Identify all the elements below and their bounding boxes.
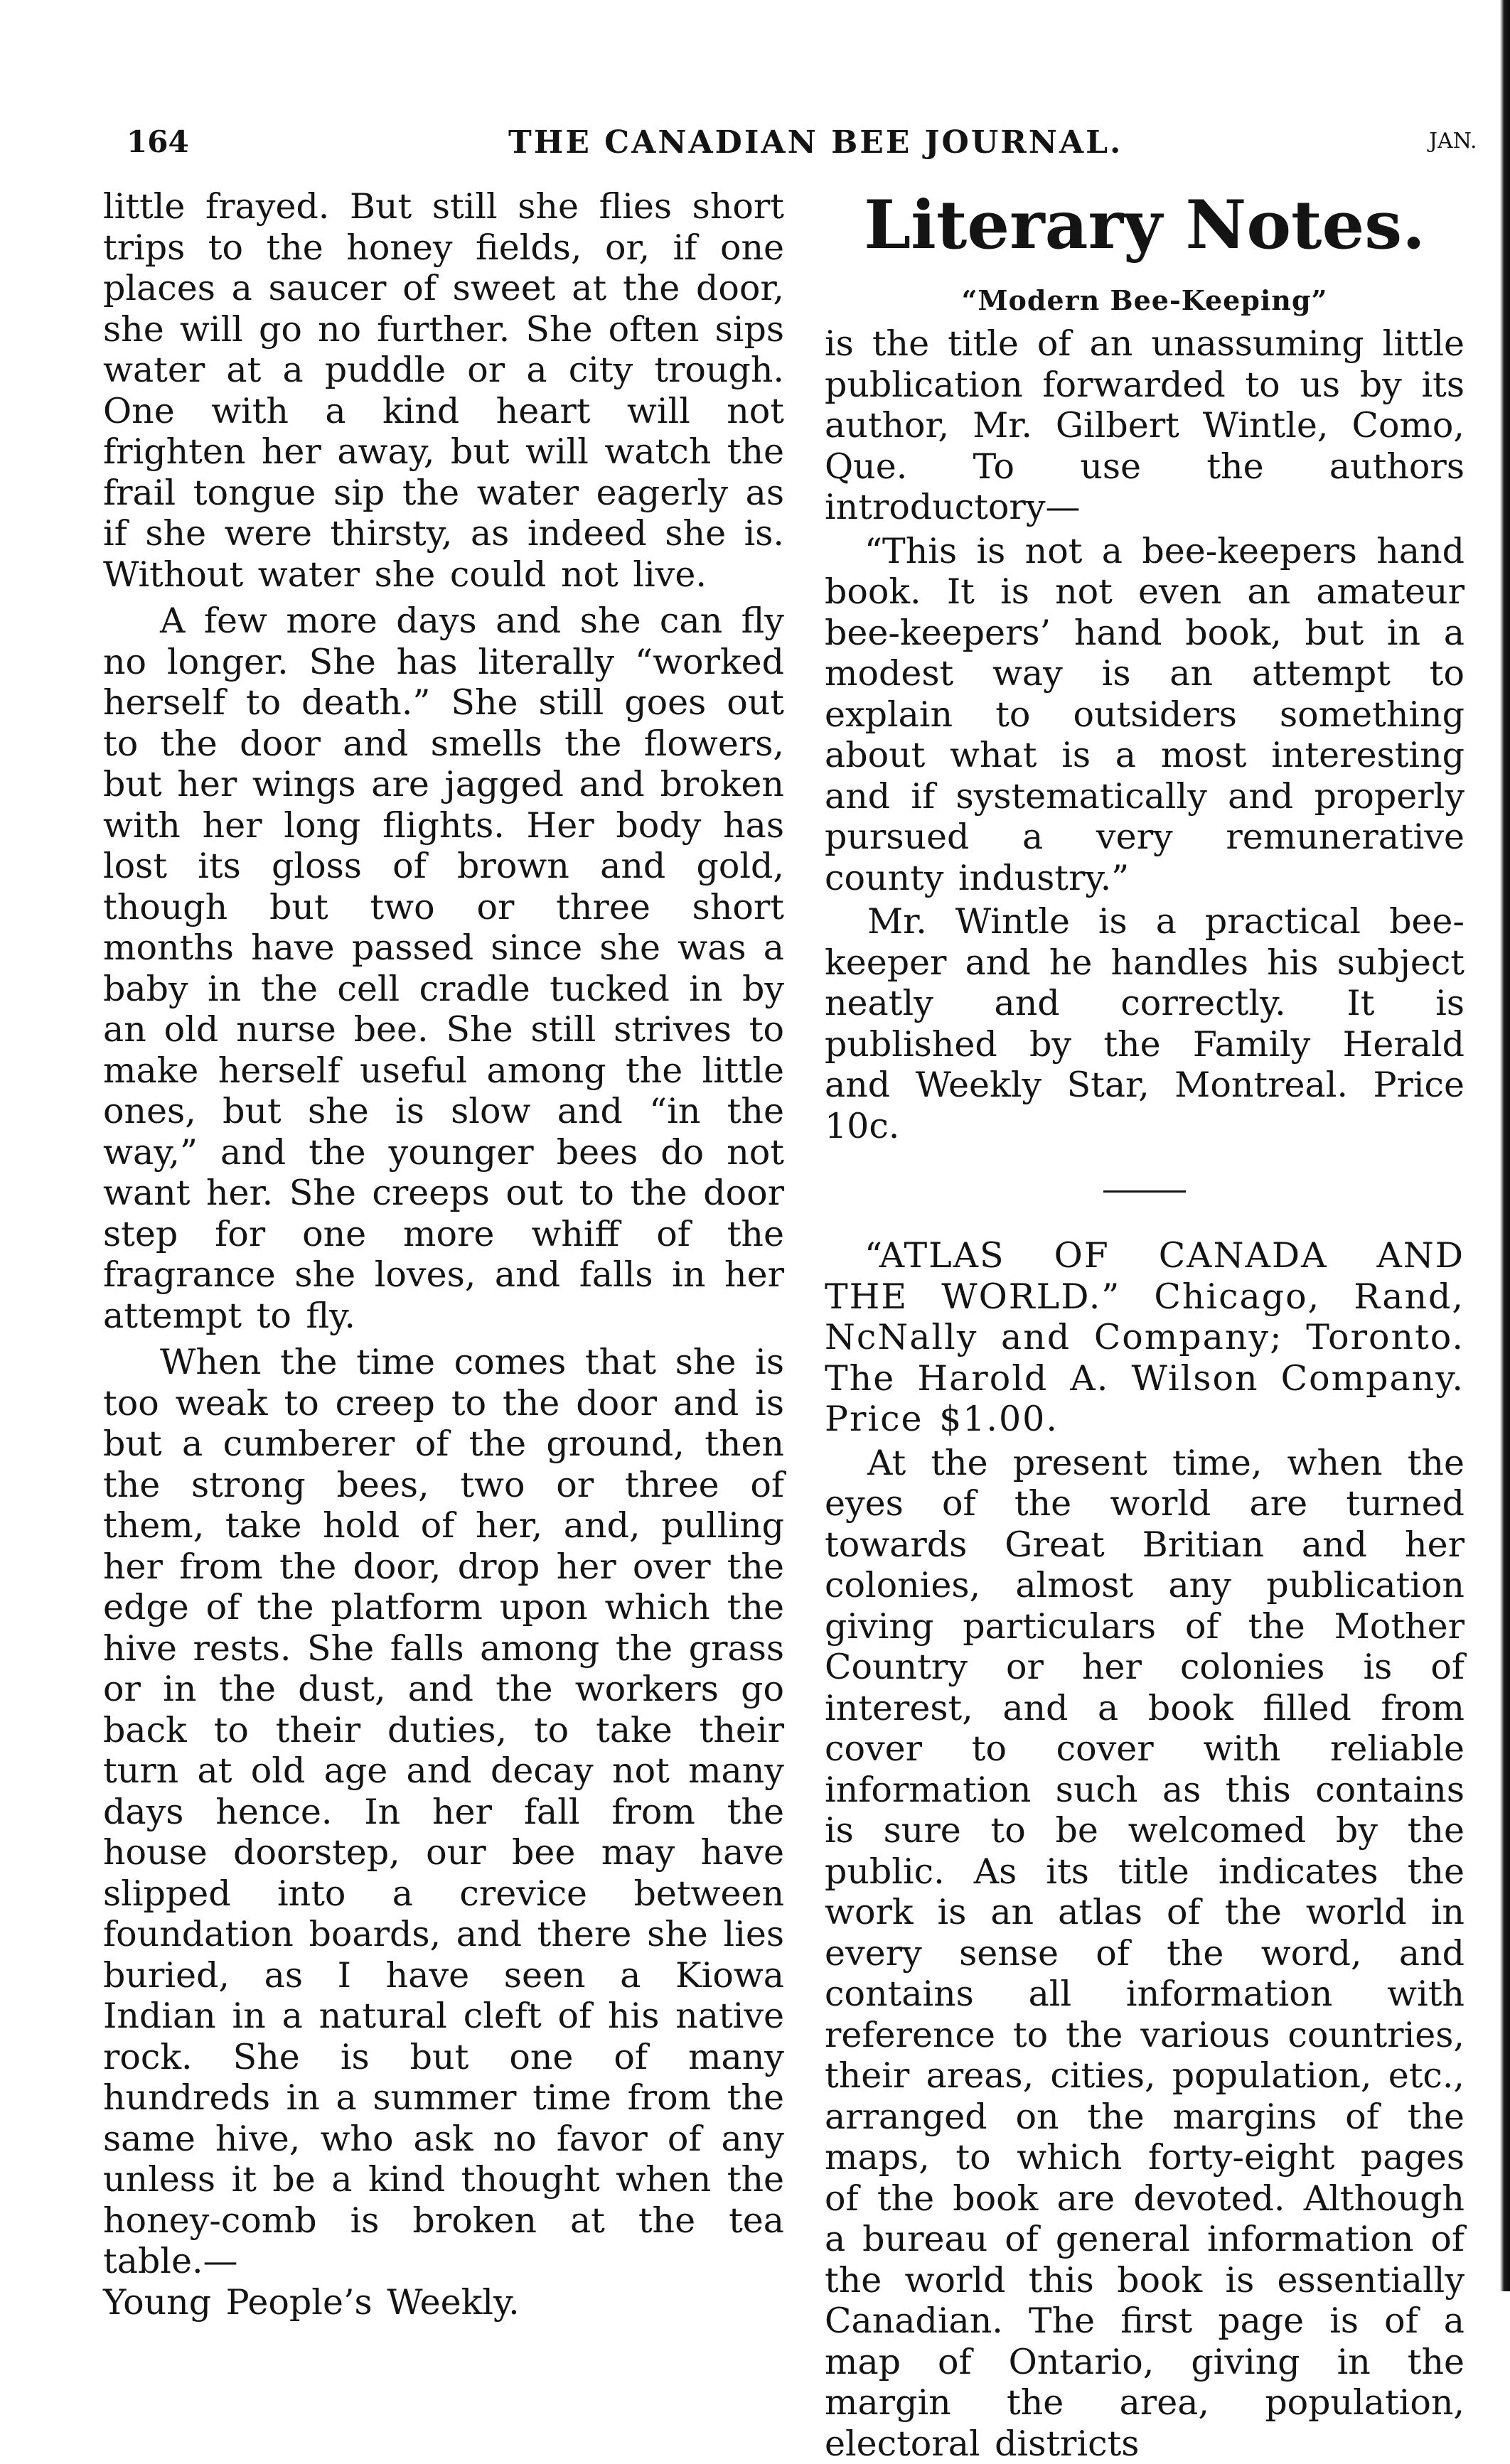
article-paragraph: When the time comes that she is too weak to creep to the door and is but a cumberer of the ground, then the strong bees, two or three of them, take hold of her, and, pulling her from the door, drop her over the edge of the platform upon which the hive rests. She falls among the grass or in the dust, and the workers go back to their duties, to take their turn at old age and decay not many days hence. In her fall from the house doorstep, our bee may have slipped into a crevice between foundation boards, and there she lies buried, as I have seen a Kiowa Indian in a natural cleft of his native rock. She is but one of many hundreds in a summer time from the same hive, who ask no favor of any unless it be a kind thought when the honey-comb is broken at the tea table.— [103,1342,784,2282]
right-column [825,186,1465,2464]
running-header [0,124,1510,174]
section-title: Literary Notes. [825,186,1465,264]
section-divider [1103,1190,1186,1193]
left-column [103,186,784,2323]
journal-title: THE CANADIAN BEE JOURNAL. [508,124,1123,161]
article-paragraph: little frayed. But still she flies short trips to the honey fields, or, if one places a saucer of sweet at the door, she will go no further. She often sips water at a puddle or a city trough. One with a kind heart will not frighten her away, but will watch the frail tongue sip the water eagerly as if she were thirsty, as indeed she is. Without water she could not live. [103,186,784,595]
review-paragraph: Mr. Wintle is a practical bee-keeper and he handles his subject neatly and correctly. It is published by the Family Herald and Weekly Star, Montreal. Price 10c. [825,901,1465,1146]
review-paragraph: At the present time, when the eyes of the world are turned towards Great Britian and her colonies, almost any publication giving particulars of the Mother Country or her colonies is of interest, and a book filled from cover to cover with reliable information such as this contains is sure to be welcomed by the public. As its title indicates the work is an atlas of the world in every sense of the word, and contains all information with reference to the various countries, their areas, cities, population, etc., arranged on the margins of the maps, to which forty-eight pages of the book are devoted. Although a bureau of general information of the world this book is essentially Canadian. The first page is of a map of Ontario, giving in the margin the area, population, electoral districts [825,1443,1465,2464]
article-paragraph: A few more days and she can fly no longer. She has literally “worked herself to death.” She still goes out to the door and smells the flowers, but her wings are jagged and broken with her long flights. Her body has lost its gloss of brown and gold, though but two or three short months have passed since she was a baby in the cell cradle tucked in by an old nurse bee. She still strives to make herself useful among the little ones, but she is slow and “in the way,” and the younger bees do not want her. She creeps out to the door step for one more whiff of the fragrance she loves, and falls in her attempt to fly. [103,601,784,1336]
article-source: Young People’s Weekly. [103,2282,784,2323]
review-quote: “This is not a bee-keepers hand book. It is not even an amateur bee-keepers’ hand book, but in a modest way is an attempt to explain to outsiders something about what is a most interesting and if systematically and properly pursued a very remunerative county industry.” [825,531,1465,899]
atlas-citation: “ATLAS OF CANADA AND THE WORLD.” Chicago, Rand, NcNally and Company; Toronto. The Harold A. Wilson Company. Price $1.00. [825,1235,1465,1440]
page-binding-edge [1500,0,1510,2291]
review-subtitle: “Modern Bee-Keeping” [825,284,1465,316]
issue-month: JAN. [1429,129,1477,154]
page-number: 164 [127,124,189,159]
review-paragraph: is the title of an unassuming little publication forwarded to us by its author, Mr. Gilbert Wintle, Como, Que. To use the authors introductory— [825,323,1465,528]
